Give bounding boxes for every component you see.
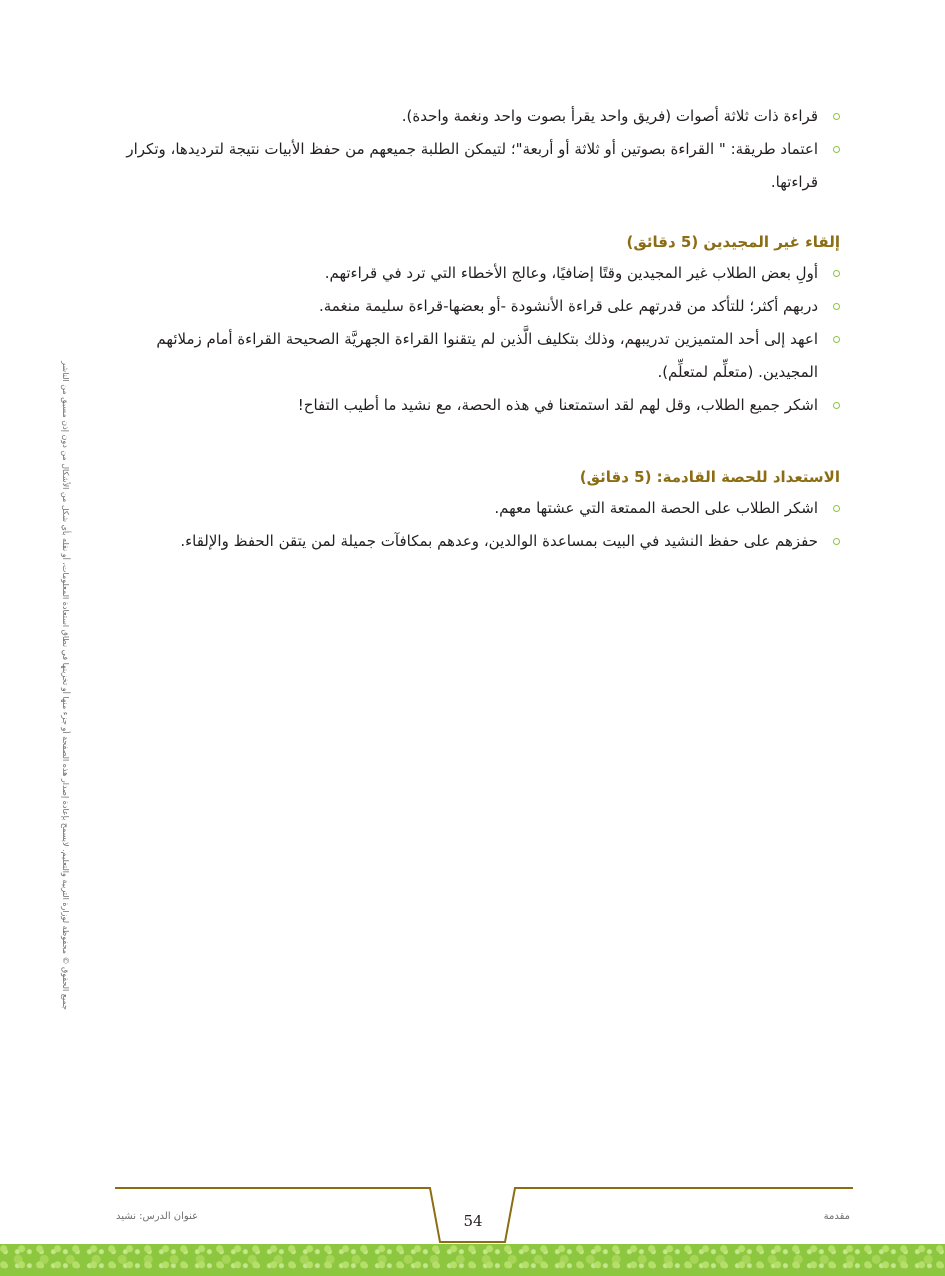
- decorative-bottom-band: [0, 1244, 945, 1276]
- section-title-weak-readers: إلقاء غير المجيدين (5 دقائق): [626, 233, 840, 251]
- bullet-icon: [833, 270, 840, 277]
- bullet-icon: [833, 146, 840, 153]
- list-item: قراءة ذات ثلاثة أصوات (فريق واحد يقرأ بصوت واحد ونغمة واحدة).: [110, 100, 840, 133]
- page-content: [110, 100, 840, 558]
- copyright-side-note: جميع الحقوق © محفوظة لوزارة التربية والتعليم. لايسمح بإعادة إصدار هذه الصفحة أو جزء منها أو تخزينها في نطاق استعادة المعلومات، أو نقله بأي شكل من الأشكال من دون إذن مسبق من الناشر: [61, 361, 70, 1010]
- intro-bullet-list: [110, 100, 840, 199]
- lesson-title-footer: عنوان الدرس: نشيد: [116, 1211, 199, 1222]
- page-number: 54: [463, 1212, 483, 1230]
- list-item: اشكر جميع الطلاب، وقل لهم لقد استمتعنا في هذه الحصة، مع نشيد ما أطيب التفاح!: [110, 389, 840, 422]
- bullet-icon: [833, 505, 840, 512]
- list-item: حفزهم على حفظ النشيد في البيت بمساعدة الوالدين، وعدهم بمكافآت جميلة لمن يتقن الحفظ والإلقاء.: [110, 525, 840, 558]
- list-item: اعهد إلى أحد المتميزين تدريبهم، وذلك بتكليف الَّذين لم يتقنوا القراءة الجهريَّة الصحيحة القراءة أمام زملائهم المجيدين. (متعلِّم لمتعلِّم).: [110, 323, 840, 389]
- next-lesson-bullet-list: [110, 492, 840, 558]
- bullet-icon: [833, 402, 840, 409]
- bullet-icon: [833, 303, 840, 310]
- weak-readers-bullet-list: [110, 257, 840, 422]
- list-item: أولِ بعض الطلاب غير المجيدين وقتًا إضافيًا، وعالج الأخطاء التي ترد في قراءتهم.: [110, 257, 840, 290]
- bullet-icon: [833, 538, 840, 545]
- bullet-icon: [833, 113, 840, 120]
- section-name-footer: مقدمة: [823, 1211, 850, 1222]
- list-item: اعتماد طريقة: " القراءة بصوتين أو ثلاثة أو أربعة"؛ لتيمكن الطلبة جميعهم من حفظ الأبيات نتيجة لترديدها، وتكرار قراءتها.: [110, 133, 840, 199]
- list-item: اشكر الطلاب على الحصة الممتعة التي عشتها معهم.: [110, 492, 840, 525]
- list-item: دربهم أكثر؛ للتأكد من قدرتهم على قراءة الأنشودة -أو بعضها-قراءة سليمة منغمة.: [110, 290, 840, 323]
- bullet-icon: [833, 336, 840, 343]
- section-title-next-lesson: الاستعداد للحصة القادمة: (5 دقائق): [579, 468, 840, 486]
